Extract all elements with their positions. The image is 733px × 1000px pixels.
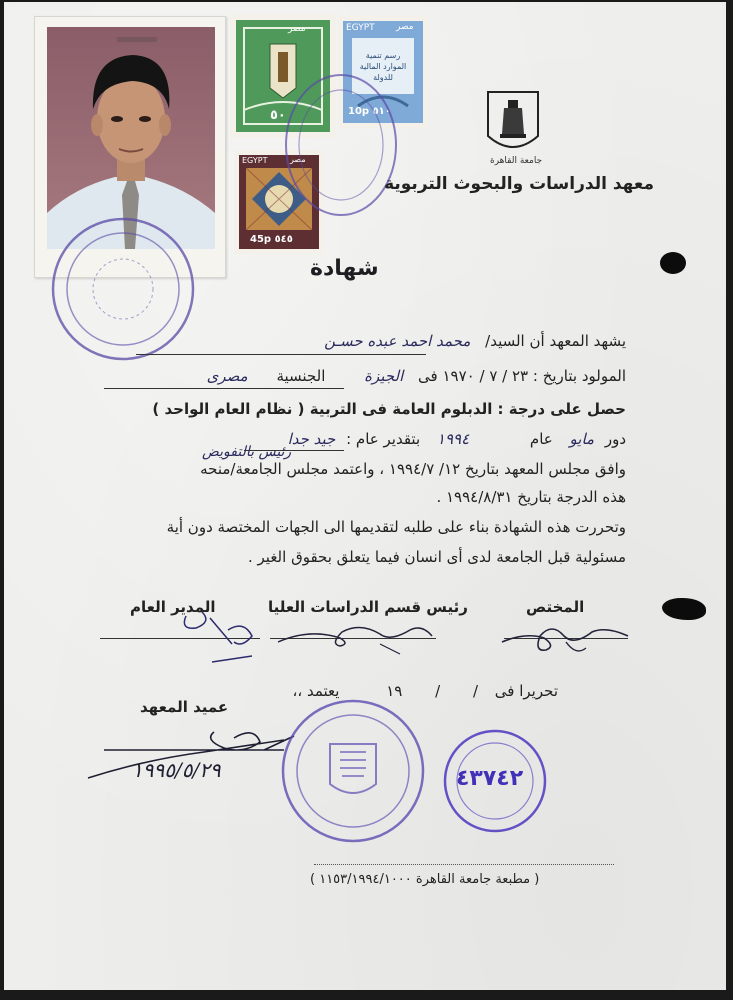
round-label: دور bbox=[604, 430, 626, 448]
punch-hole-top bbox=[660, 252, 686, 274]
issued-date: / / ١٩ bbox=[386, 682, 479, 700]
round-value: مايو bbox=[569, 430, 595, 448]
signature-officer bbox=[496, 612, 636, 662]
nationality-label: الجنسية bbox=[276, 367, 326, 385]
official-seal-dean bbox=[278, 696, 428, 846]
stamp-country-label: EGYPT bbox=[346, 23, 375, 33]
university-logo-caption: جامعة القاهرة bbox=[490, 156, 543, 166]
body-line-4 bbox=[86, 430, 626, 448]
name-underline bbox=[136, 354, 426, 355]
signature-director bbox=[172, 602, 272, 672]
stamp-country: مصر bbox=[288, 24, 306, 34]
body-line-6: هذه الدرجة بتاريخ ١٩٩٤/٨/٣١ . bbox=[436, 488, 626, 506]
stamp-value: ٥٠ bbox=[270, 108, 286, 123]
signature-head-label: رئيس قسم الدراسات العليا bbox=[268, 598, 468, 616]
body-line-8: مسئولية قبل الجامعة لدى أى انسان فيما يتعلق بحقوق الغير . bbox=[247, 548, 626, 566]
stamp-country-arabic: مصر bbox=[396, 22, 414, 32]
line2-underline bbox=[104, 388, 344, 389]
grade-value: جيد جدا bbox=[287, 430, 336, 448]
issued-label: تحريرا فى bbox=[494, 682, 558, 700]
signature-dean-label: عميد المعهد bbox=[140, 698, 229, 716]
footer-printer: ( مطبعة جامعة القاهرة ١١٥٣/١٩٩٤/١٠٠٠ ) bbox=[310, 872, 540, 887]
year-label: عام bbox=[529, 430, 553, 448]
signature-director-label: المدير العام bbox=[130, 598, 216, 616]
institute-name: معهد الدراسات والبحوث التربوية bbox=[384, 174, 654, 194]
year-value: ١٩٩٤ bbox=[436, 430, 470, 448]
dean-signature-date: ١٩٩٥/٥/٢٩ bbox=[132, 758, 221, 782]
stamp-text: رسم تنمية الموارد المالية للدولة bbox=[359, 51, 407, 82]
grade-label: بتقدير عام : bbox=[346, 430, 421, 448]
nationality: مصرى bbox=[206, 367, 248, 385]
university-logo bbox=[482, 86, 544, 166]
certificate-title: شهادة bbox=[310, 256, 379, 281]
numbered-stamp-text: ٤٣٧٤٢ bbox=[456, 766, 524, 791]
handwritten-note: رئيس بالتفويض bbox=[202, 444, 292, 460]
body-line-3: حصل على درجة : الدبلوم العامة فى التربية ( نظام العام الواحد ) bbox=[152, 400, 626, 418]
stamp-country-label: EGYPT bbox=[242, 156, 268, 165]
certificate-page bbox=[4, 2, 726, 990]
footer-line bbox=[314, 864, 614, 865]
stamp-value: 10p ٥١٠ bbox=[348, 106, 391, 117]
body-line-5: وافق مجلس المعهد بتاريخ ١٢/ ١٩٩٤/٧ ، واعتمد مجلس الجامعة/منحه bbox=[200, 460, 626, 478]
signature-head bbox=[270, 614, 440, 664]
punch-hole-bottom bbox=[662, 598, 706, 620]
stamp-country-arabic: مصر bbox=[290, 155, 306, 164]
holder-name: محمد احمد عبده حسـن bbox=[324, 332, 471, 350]
birth-date: المولود بتاريخ : ٢٣ / ٧ / ١٩٧٠ فى bbox=[418, 367, 626, 385]
issued-approve: يعتمد ،، bbox=[292, 682, 340, 700]
birth-place: الجيزة bbox=[364, 367, 404, 385]
body-prefix: يشهد المعهد أن السيد/ bbox=[485, 332, 626, 350]
body-line-1 bbox=[106, 332, 626, 350]
signature-officer-label: المختص bbox=[526, 598, 585, 616]
official-seal-stamps bbox=[276, 70, 406, 220]
body-line-2 bbox=[106, 367, 626, 385]
stamp-value: 45p ٥٤٥ bbox=[250, 234, 293, 245]
body-line-7: وتحررت هذه الشهادة بناء على طلبه لتقديمها الى الجهات المختصة دون أية bbox=[166, 518, 626, 536]
